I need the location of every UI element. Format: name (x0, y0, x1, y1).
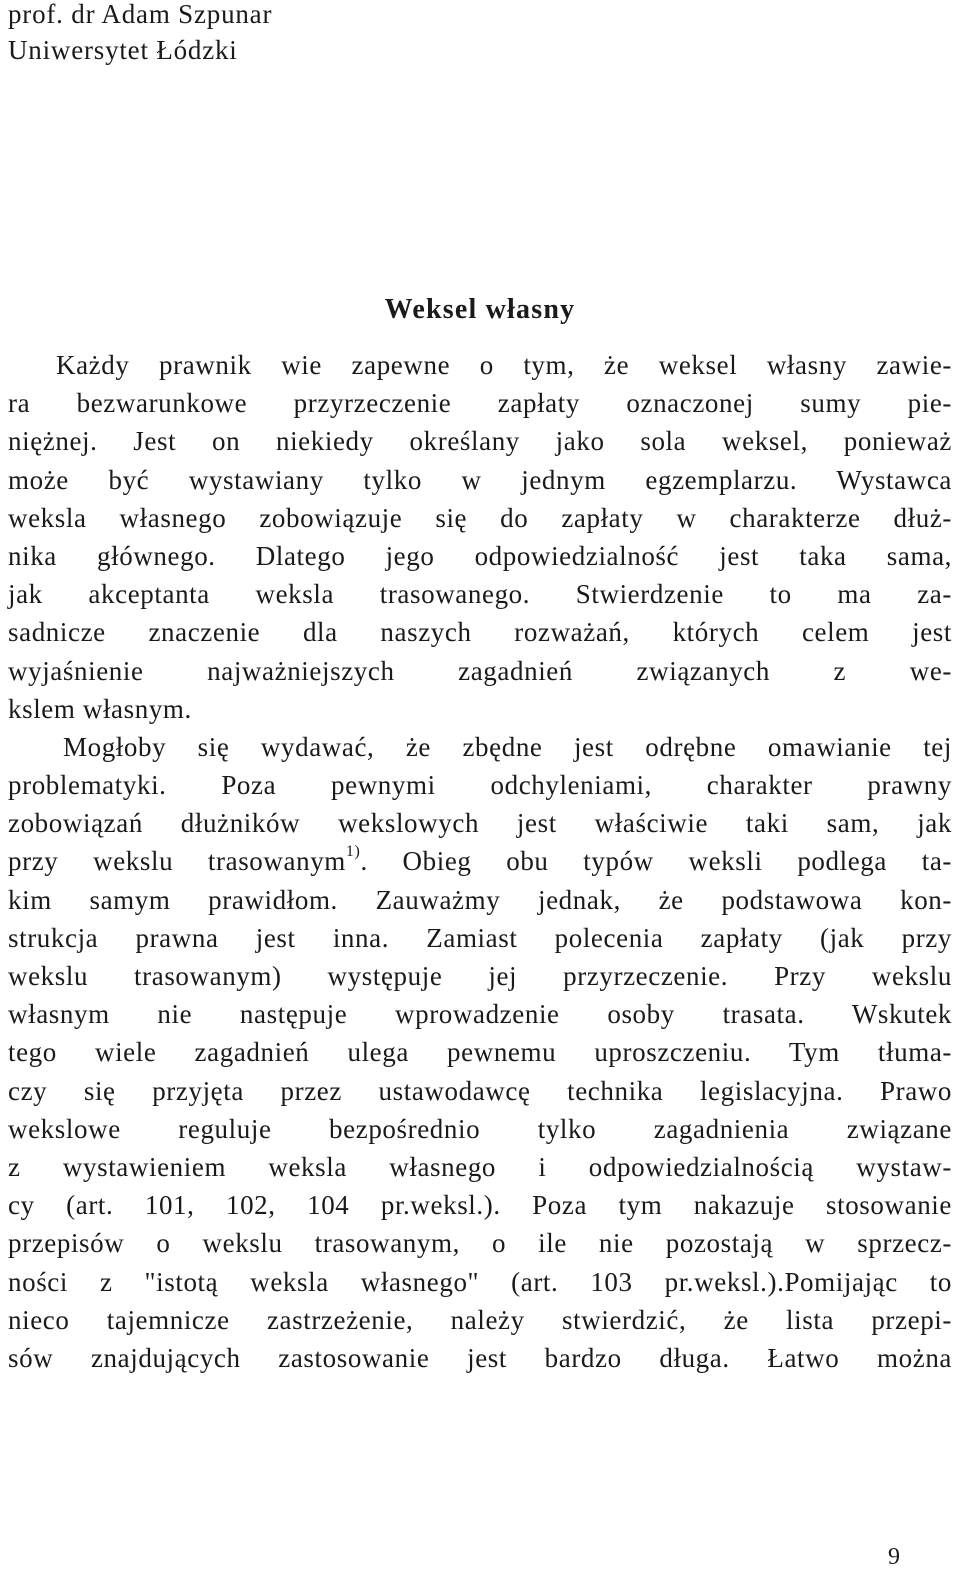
text-segment: przy wekslu trasowanym (8, 846, 346, 877)
text-line: nika głównego. Dlatego jego odpowiedzialność jest taka sama, (8, 540, 952, 571)
text-line: wekslu trasowanym) występuje jej przyrzeczenie. Przy wekslu (8, 961, 952, 991)
text-line: czy się przyjęta przez ustawodawcę technika legislacyjna. Prawo (8, 1075, 952, 1106)
text-line: sów znajdujących zastosowanie jest bardzo długa. Łatwo można (8, 1342, 952, 1373)
text-line-with-footnote (8, 842, 952, 880)
text-line: niężnej. Jest on niekiedy określany jako sola weksel, ponieważ (8, 426, 952, 457)
text-line: kslem własnym. (8, 693, 192, 724)
text-line: Mogłoby się wydawać, że zbędne jest odrębne omawianie tej (63, 731, 952, 762)
text-line: własnym nie następuje wprowadzenie osoby trasata. Wskutek (8, 999, 952, 1030)
text-line: problematyki. Poza pewnymi odchyleniami, charakter prawny (8, 770, 952, 801)
text-line: z wystawieniem weksla własnego i odpowiedzialnością wystaw- (8, 1151, 952, 1182)
text-line: jak akceptanta weksla trasowanego. Stwierdzenie to ma za- (8, 579, 952, 610)
text-line: weksla własnego zobowiązuje się do zapłaty w charakterze dłuż- (8, 502, 952, 533)
text-line: Każdy prawnik wie zapewne o tym, że weksel własny zawie- (56, 350, 952, 380)
text-segment: . Obieg obu typów weksli podlega ta- (360, 846, 952, 877)
page-number: 9 (888, 1544, 900, 1570)
footnote-marker: 1) (345, 843, 361, 861)
text-line: kim samym prawidłom. Zauważmy jednak, że podstawowa kon- (8, 884, 952, 915)
text-line: wyjaśnienie najważniejszych zagadnień związanych z we- (8, 655, 952, 686)
article-body (8, 346, 952, 1377)
text-line: strukcja prawna jest inna. Zamiast polecenia zapłaty (jak przy (8, 922, 952, 953)
author-name: prof. dr Adam Szpunar (8, 0, 273, 29)
text-line: ności z "istotą weksla własnego" (art. 103 pr.weksl.).Pomijając to (8, 1266, 952, 1297)
text-line: nieco tajemnicze zastrzeżenie, należy stwierdzić, że lista przepi- (8, 1304, 952, 1335)
text-line: przepisów o wekslu trasowanym, o ile nie pozostają w sprzecz- (8, 1228, 952, 1259)
author-affiliation: Uniwersytet Łódzki (8, 35, 238, 65)
text-line: cy (art. 101, 102, 104 pr.weksl.). Poza tym nakazuje stosowanie (8, 1190, 952, 1221)
text-line: może być wystawiany tylko w jednym egzemplarzu. Wystawca (8, 464, 952, 495)
text-line: sadnicze znaczenie dla naszych rozważań, których celem jest (8, 617, 952, 648)
article-title: Weksel własny (384, 294, 576, 325)
text-line: wekslowe reguluje bezpośrednio tylko zagadnienia związane (8, 1113, 952, 1144)
author-block (8, 0, 272, 68)
text-line: zobowiązań dłużników wekslowych jest właściwie taki sam, jak (8, 808, 952, 839)
text-line: tego wiele zagadnień ulega pewnemu uproszczeniu. Tym tłuma- (8, 1037, 952, 1068)
text-line: ra bezwarunkowe przyrzeczenie zapłaty oznaczonej sumy pie- (8, 388, 952, 419)
